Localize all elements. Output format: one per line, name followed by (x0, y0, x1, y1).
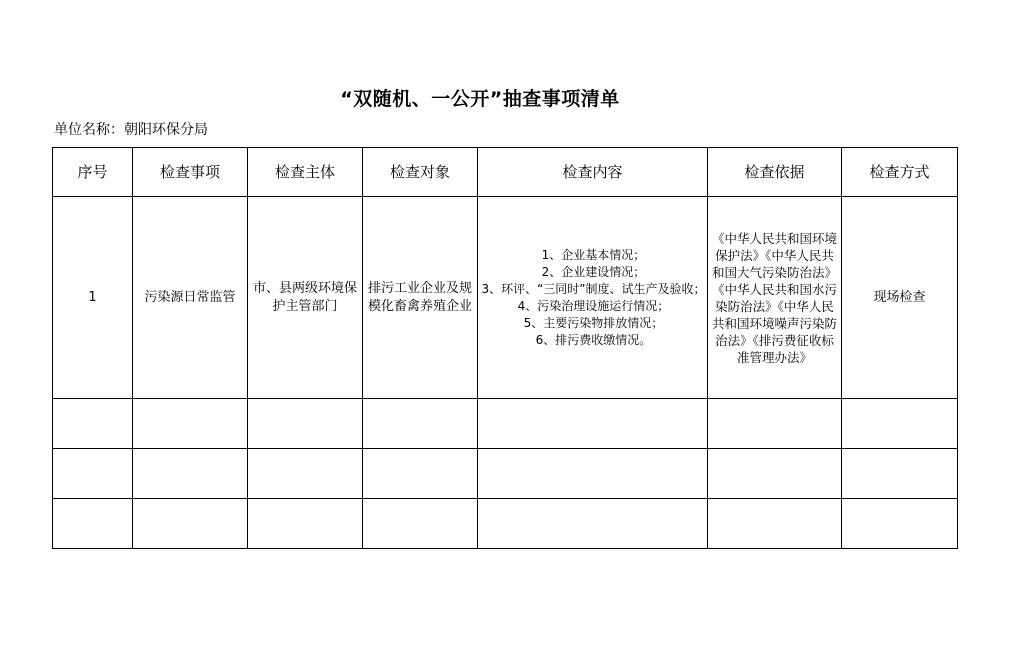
empty-cell (133, 449, 248, 499)
empty-cell (133, 399, 248, 449)
empty-cell (842, 399, 958, 449)
empty-cell (248, 499, 363, 549)
empty-cell (478, 399, 708, 449)
header-target: 检查对象 (363, 148, 478, 197)
header-basis: 检查依据 (708, 148, 842, 197)
cell-basis: 《中华人民共和国环境保护法》《中华人民共和国大气污染防治法》《中华人民共和国水污染防治法》《中华人民共和国环境噪声污染防治法》《排污费征收标准管理办法》 (708, 197, 842, 399)
content-line: 4、污染治理设施运行情况； (517, 298, 670, 313)
header-row (53, 148, 958, 197)
empty-cell (363, 449, 478, 499)
empty-cell (53, 399, 133, 449)
empty-cell (708, 499, 842, 549)
empty-cell (248, 449, 363, 499)
table-row (53, 399, 958, 449)
empty-cell (842, 449, 958, 499)
empty-cell (363, 399, 478, 449)
unit-name: 单位名称：朝阳环保分局 (54, 122, 208, 138)
content-line: 3、环评、“三同时”制度、试生产及验收； (481, 281, 706, 296)
table-row (53, 499, 958, 549)
cell-method: 现场检查 (842, 197, 958, 399)
header-method: 检查方式 (842, 148, 958, 197)
empty-cell (248, 399, 363, 449)
empty-cell (478, 499, 708, 549)
empty-cell (53, 449, 133, 499)
content-line: 1、企业基本情况； (541, 247, 646, 262)
empty-cell (708, 399, 842, 449)
empty-cell (53, 499, 133, 549)
header-subject: 检查主体 (248, 148, 363, 197)
empty-cell (133, 499, 248, 549)
table-row (53, 449, 958, 499)
inspection-table (52, 147, 958, 549)
empty-cell (478, 449, 708, 499)
cell-target: 排污工业企业及规模化畜禽养殖企业 (363, 197, 478, 399)
empty-cell (842, 499, 958, 549)
content-line: 6、排污费收缴情况。 (535, 332, 652, 347)
header-index: 序号 (53, 148, 133, 197)
cell-content (478, 197, 708, 399)
table-row (53, 197, 958, 399)
empty-cell (363, 499, 478, 549)
cell-index: 1 (53, 197, 133, 399)
content-line: 2、企业建设情况； (541, 264, 646, 279)
empty-cell (708, 449, 842, 499)
content-line: 5、主要污染物排放情况； (523, 315, 664, 330)
header-item: 检查事项 (133, 148, 248, 197)
cell-item: 污染源日常监管 (133, 197, 248, 399)
cell-subject: 市、县两级环境保护主管部门 (248, 197, 363, 399)
header-content: 检查内容 (478, 148, 708, 197)
document-title: “双随机、一公开”抽查事项清单 (340, 88, 620, 110)
